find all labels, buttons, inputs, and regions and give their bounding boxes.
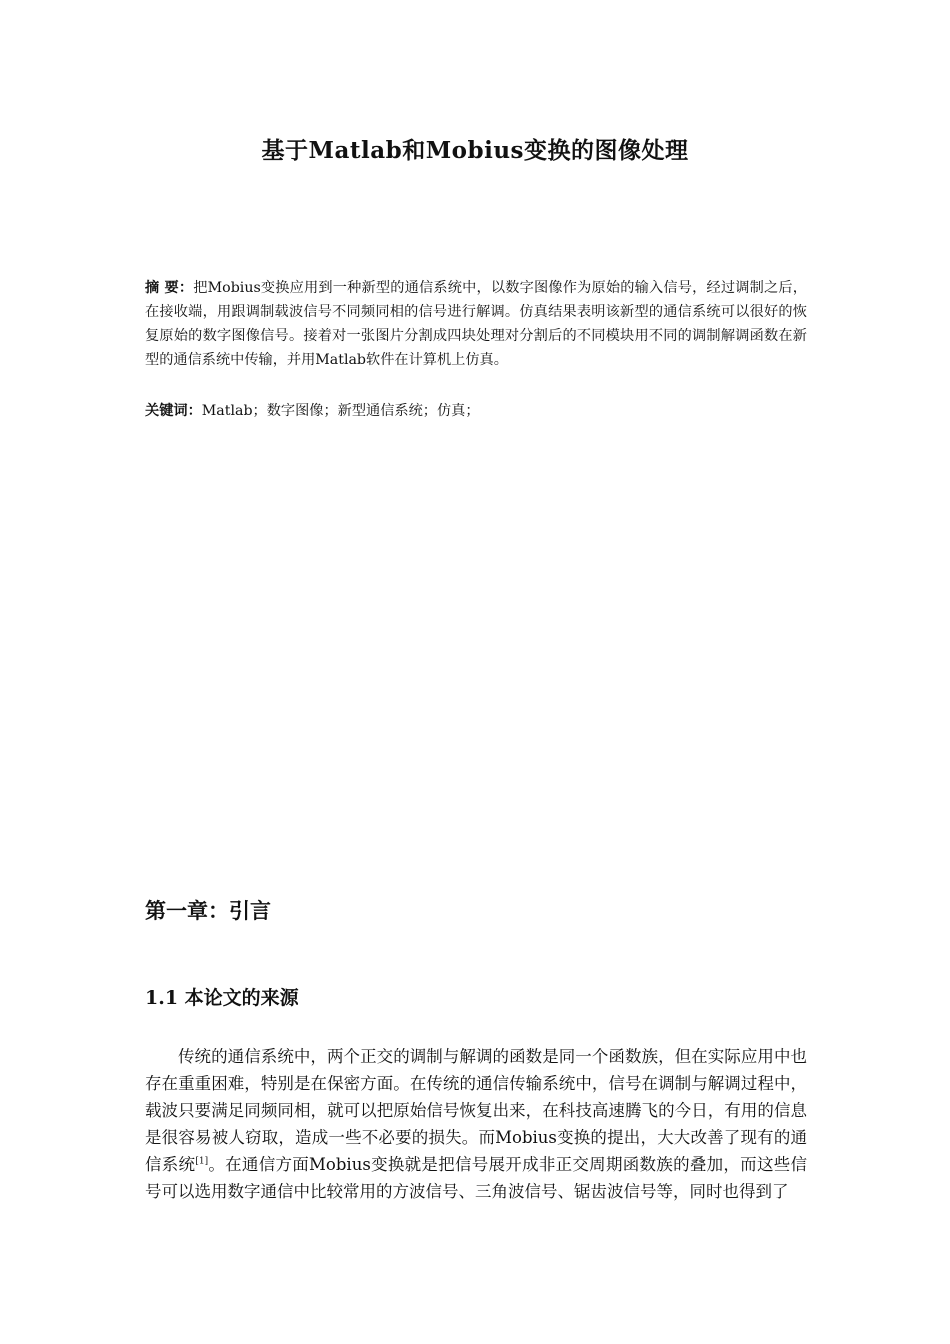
paper-title: 基于Matlab和Mobius变换的图像处理 xyxy=(261,137,689,164)
keywords-text: Matlab；数字图像；新型通信系统；仿真； xyxy=(201,403,480,419)
body-text-part-2: 。在通信方面Mobius变换就是把信号展开成非正交周期函数族的叠加，而这些信号可以选用数字通信中比较常用的方波信号、三角波信号、锯齿波信号等，同时也得到了 xyxy=(145,1155,808,1201)
keywords-label: 关键词： xyxy=(145,403,202,419)
citation-ref[interactable]: [1] xyxy=(195,1156,209,1167)
abstract-text: 把Mobius变换应用到一种新型的通信系统中，以数字图像作为原始的输入信号，经过调制之后，在接收端，用跟调制载波信号不同频同相的信号进行解调。仿真结果表明该新型的通信系统可以很好的恢复原始的数字图像信号。接着对一张图片分割成四块处理对分割后的不同模块用不同的调制解调函数在新型的通信系统中传输，并用Matlab软件在计算机上仿真。 xyxy=(145,280,807,368)
body-paragraph xyxy=(145,1043,807,1205)
body-text-part-1: 传统的通信系统中，两个正交的调制与解调的函数是同一个函数族，但在实际应用中也存在重重困难，特别是在保密方面。在传统的通信传输系统中，信号在调制与解调过程中，载波只要满足同频同相，就可以把原始信号恢复出来，在科技高速腾飞的今日，有用的信息是很容易被人窃取，造成一些不必要的损失。而Mobius变换的提出，大大改善了现有的通信系统 xyxy=(145,1047,807,1174)
chapter-title: 第一章：引言 xyxy=(145,898,271,923)
abstract-label: 摘 要： xyxy=(145,280,194,296)
keywords xyxy=(145,399,807,423)
abstract xyxy=(145,276,807,372)
body-text xyxy=(145,1043,807,1205)
section-title: 1.1 本论文的来源 xyxy=(145,987,299,1009)
